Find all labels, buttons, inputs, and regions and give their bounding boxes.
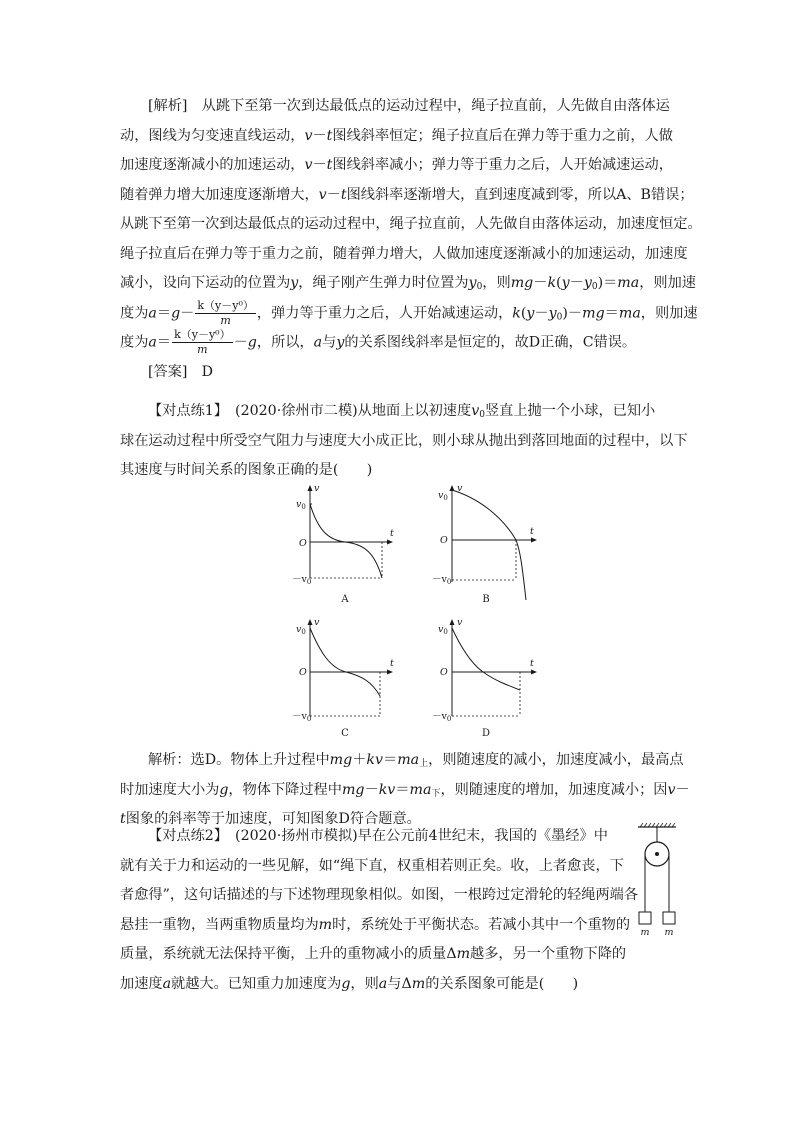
question-1 [120,397,688,486]
svg-text:v0: $v_0$ [296,624,306,636]
pulley-figure [632,822,682,940]
svg-text:－v0: $-v_0$ [432,574,452,586]
question-line: 者愈得”，这句话描述的与下述物理现象相似。如图，一根跨过定滑轮的轻绳两端各 [120,887,639,903]
solution-line: t图象的斜率等于加速度，可知图象D符合题意。 [120,811,421,827]
question-2 [120,822,639,999]
analysis-line: 绳子拉直后在弹力等于重力之前，随着弹力增大，人做加速度逐渐减小的加速运动，加速度 [120,245,688,262]
mass-left [639,912,651,924]
analysis-paragraph [120,92,702,387]
svg-text:m: m [640,927,650,938]
question-line: 【对点练2】 (2020·扬州市模拟)早在公元前4世纪末，我国的《墨经》中 [148,828,608,844]
question-line: 悬挂一重物，当两重物质量均为m时，系统处于平衡状态。若减小其中一个重物的 [120,916,631,933]
question-line: 就有关于力和运动的一些见解，如“绳下直，权重相若则正矣。收，上者愈丧，下 [120,857,624,874]
svg-text:C: C [341,728,349,739]
svg-text:－v0: $-v_0$ [292,574,312,586]
svg-text:v0: $v_0$ [438,624,448,636]
solution-line: 时加速度大小为g，物体下降过程中$mg-kv=ma_下$，则随速度的增加，加速度减小；因v－ [120,781,690,799]
svg-text:v: v [457,483,463,494]
answer-line: [答案] D [148,363,214,380]
svg-text:O: O [440,535,448,546]
graph-d-svg [430,614,540,738]
question-line: 质量，系统就无法保持平衡，上升的重物减小的质量Δm越多，另一个重物下降的 [120,946,627,962]
svg-text:A: A [341,594,349,605]
svg-text:t: t [530,658,534,669]
solution-line: 解析：选D。物体上升过程中$mg+kv=ma_上$，则随速度的减小，加速度减小，最高点 [148,752,684,769]
graph-a-svg [290,482,400,605]
fraction: $\frac{\text{k（y－y⁰）}}{m}$ [174,328,231,356]
svg-text:v: v [314,483,320,494]
graph-d [430,614,540,738]
mass-right [663,912,675,924]
question-line: 【对点练1】 (2020·徐州市二模)从地面上以初速度$v_0$竖直上抛一个小球，已知小 [148,403,656,420]
svg-text:t: t [530,526,534,537]
fraction: $\frac{\text{k（y－y⁰）}}{m}$ [197,298,254,327]
analysis-line: 减小，设向下运动的位置为y，绳子刚产生弹力时位置为$y_0$，则$mg-k(y-y_0)=ma$，则加速 [120,275,696,292]
svg-text:O: O [299,538,307,549]
svg-text:D: D [481,728,491,739]
svg-text:O: O [440,667,448,678]
graph-b-svg [430,482,540,605]
svg-text:－v0: $-v_0$ [432,711,452,723]
analysis-line: 加速度逐渐减小的加速运动，v－t图线斜率减小；弹力等于重力之后，人开始减速运动， [120,157,673,173]
svg-text:－v0: $-v_0$ [292,711,312,723]
svg-text:B: B [482,594,490,605]
analysis-line: 度为a＝g－ $\frac{\text{k（y－y⁰）}}{m}$ ，弹力等于重力之后，人开始减速运动，$k(y-y_0)-mg=ma$，则加速 [120,298,698,327]
graph-c [290,614,400,738]
svg-text:v: v [314,617,320,628]
svg-text:v0: $v_0$ [438,490,448,502]
svg-text:m: m [664,927,674,938]
svg-text:t: t [390,528,394,539]
graph-a [290,482,400,605]
pulley-svg [632,822,682,940]
graph-c-svg [290,614,400,738]
graph-b [430,482,540,605]
svg-text:t: t [390,658,394,669]
question-line: 球在运动过程中所受空气阻力与速度大小成正比，则小球从抛出到落回地面的过程中，以下 [120,432,688,449]
question-line: 其速度与时间关系的图象正确的是( ) [120,462,373,478]
question-line: 加速度a就越大。已知重力加速度为g，则a与Δm的关系图象可能是( ) [120,975,579,992]
svg-text:v0: $v_0$ [296,499,306,511]
svg-text:v: v [457,617,463,628]
analysis-line: 动，图线为匀变速直线运动，v－t图线斜率恒定；绳子拉直后在弹力等于重力之前，人做 [120,127,673,144]
analysis-line: 度为a＝ $\frac{\text{k（y－y⁰）}}{m}$ －g，所以，a与y的关系图线斜率是恒定的，故D正确，C错误。 [120,328,637,356]
svg-text:O: O [299,667,307,678]
analysis-line: 从跳下至第一次到达最低点的运动过程中，绳子拉直前，人先做自由落体运动，加速度恒定。 [120,216,702,232]
analysis-line: [解析] 从跳下至第一次到达最低点的运动过程中，绳子拉直前，人先做自由落体运 [148,98,670,114]
analysis-line: 随着弹力增大加速度逐渐增大，v－t图线斜率逐渐增大，直到速度减到零，所以A、B错误； [120,186,694,203]
